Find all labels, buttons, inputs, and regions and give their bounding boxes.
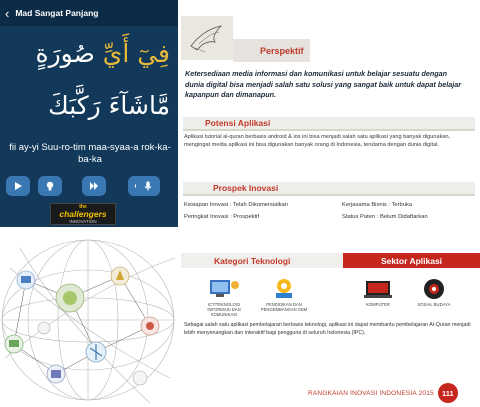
prospek-kerjasama: Kerjasama Bisnis : Terbuka — [342, 202, 413, 208]
category-label-social: SOSIAL BUDAYA — [417, 302, 451, 307]
lightbulb-icon — [44, 180, 56, 192]
page-number-badge: 111 — [438, 383, 458, 403]
perspektif-heading: Perspektif — [260, 45, 304, 56]
category-label-education: PENDIDIKAN DAN PENGEMBANGAN SDM — [260, 302, 308, 312]
prospek-kesiapan: Kesiapan Inovasi : Telah Dikomersialkan — [184, 202, 288, 208]
app-screen — [0, 0, 178, 227]
play-icon — [12, 180, 24, 192]
computer-icon — [358, 277, 398, 301]
social-icon — [414, 277, 454, 301]
innovation-document — [178, 0, 480, 407]
sektor-heading: Sektor Aplikasi — [380, 255, 443, 266]
network-globe-illustration — [0, 228, 178, 407]
arabic-verse-line-2: مَّاشَآءَ رَكَّبَكَ — [48, 91, 170, 120]
arabic-line-1-rest: صُورَةٍ — [35, 39, 103, 68]
play-button[interactable] — [6, 176, 30, 196]
sektor-heading-bar — [343, 253, 480, 268]
footer-text: RANGKAIAN INOVASI INDONESIA 2015 — [308, 389, 434, 397]
perspektif-logo — [181, 16, 233, 60]
microphone-icon — [142, 180, 154, 192]
perspektif-text: Ketersediaan media informasi dan komunikasi untuk belajar sesuatu dengan dunia digital bisa menjadi salah satu solusi yang sangat baik untuk dapat belajar kapanpun dan dimanapun. — [185, 69, 461, 99]
bird-sketch-icon — [181, 16, 233, 60]
prospek-peringkat: Peringkat Inovasi : Prospektif — [184, 214, 260, 220]
arabic-highlight: فِيٓ أَيِّ — [102, 39, 170, 68]
brand-line-3: INNOVATION — [69, 218, 97, 224]
potensi-heading-bar — [183, 117, 475, 131]
hint-button[interactable] — [38, 176, 62, 196]
brand-line-1: the — [79, 203, 87, 210]
audio-controls — [0, 176, 178, 196]
education-icon — [264, 277, 304, 301]
transliteration: fii ay-yi Suu-ro-tim maa-syaa-a rok-ka-ba-ka — [9, 142, 171, 165]
potensi-text: Aplikasi tutorial al-quran berbasis android & ios ini bisa menjadi salah satu aplikasi yang banyak digunakan, mengingat media aplikasi ini bisa digunakan banyak orang di Indonesia, terutama dengan dunia digital. — [184, 134, 451, 149]
forward-icon — [88, 180, 100, 192]
kategori-heading-bar — [181, 253, 343, 268]
category-label-ict: ICT/TEKNOLOGI INFORMASI DAN KOMUNIKASI — [207, 302, 241, 317]
arabic-verse-line-1 — [35, 34, 170, 74]
prospek-heading-bar — [183, 182, 475, 196]
page-footer — [308, 383, 458, 403]
kategori-description: Sebagai salah satu aplikasi pembelajaran berbasis teknologi, aplikasi ini dapat membantu pembelajaran Al-Quran menjadi lebih menyenangkan dan interaktif bagi pengguna di seluruh Indonesia (IPC). — [184, 322, 471, 336]
back-button[interactable]: ‹ — [5, 5, 10, 21]
mic-button[interactable] — [136, 176, 160, 196]
app-title: Mad Sangat Panjang — [15, 8, 99, 18]
prospek-paten: Status Paten : Belum Didaftarkan — [342, 214, 428, 220]
perspektif-heading-bar — [233, 39, 310, 62]
ict-icon — [204, 277, 244, 301]
app-header — [0, 0, 178, 26]
prospek-heading: Prospek Inovasi — [213, 183, 279, 193]
brand-line-2: challengers — [59, 208, 107, 219]
potensi-heading: Potensi Aplikasi — [205, 118, 271, 128]
forward-button[interactable] — [82, 176, 106, 196]
category-label-computer: KOMPUTER — [366, 302, 390, 307]
kategori-heading: Kategori Teknologi — [214, 255, 291, 266]
challengers-logo — [50, 203, 116, 225]
